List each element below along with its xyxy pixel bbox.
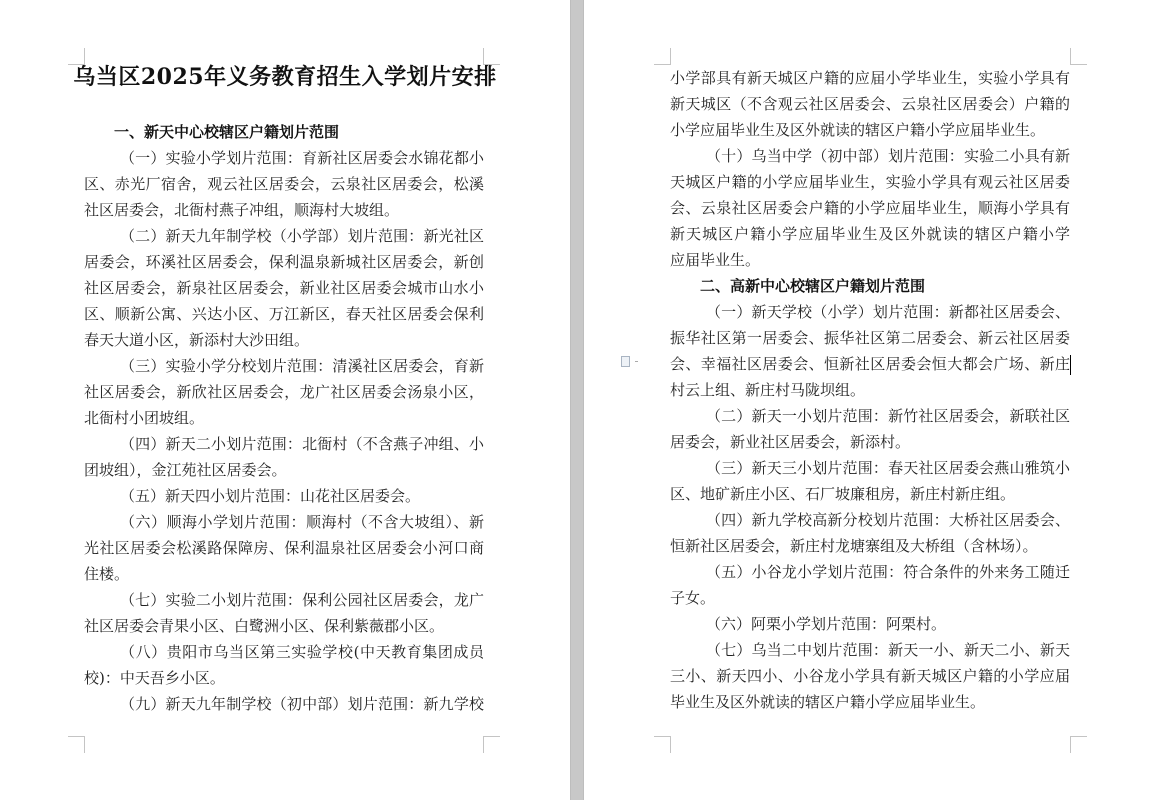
section-heading xyxy=(670,273,1070,299)
text-line: 小学部具有新天城区户籍的应届小学毕业生，实验小学具有 xyxy=(670,69,1070,87)
text-line: 村云上组、新庄村马陇坝组。 xyxy=(670,381,866,399)
text-line: （七）乌当二中划片范围：新天一小、新天二小、新天 xyxy=(706,641,1070,659)
paragraph xyxy=(84,431,484,483)
page-gap-divider xyxy=(570,0,584,800)
text-line: 振华社区第一居委会、振华社区第二居委会、新云社区居委 xyxy=(670,329,1070,347)
page-1-body xyxy=(84,119,484,717)
crop-mark-icon xyxy=(68,48,85,65)
text-line: 会、云泉社区居委会户籍的小学应届毕业生，顺海小学具有 xyxy=(670,199,1070,217)
crop-mark-icon xyxy=(1070,736,1087,753)
paragraph xyxy=(84,509,484,587)
text-line: （六）阿栗小学划片范围：阿栗村。 xyxy=(706,615,947,633)
paragraph xyxy=(84,639,484,691)
crop-mark-icon xyxy=(68,736,85,753)
document-title: 乌当区2025年义务教育招生入学划片安排 xyxy=(73,64,497,90)
paragraph xyxy=(670,559,1070,611)
text-line: （十）乌当中学（初中部）划片范围：实验二小具有新 xyxy=(706,147,1070,165)
text-line: 北衙村小团坡组。 xyxy=(84,409,205,427)
text-line: （六）顺海小学划片范围：顺海村（不含大坡组）、新 xyxy=(120,513,484,531)
paragraph xyxy=(670,403,1070,455)
text-line: 恒新社区居委会，新庄村龙塘寨组及大桥组（含林场）。 xyxy=(670,537,1038,555)
text-line: 应届毕业生。 xyxy=(670,251,761,269)
text-line: （五）新天四小划片范围：山花社区居委会。 xyxy=(120,487,421,505)
crop-mark-icon xyxy=(654,736,671,753)
paragraph xyxy=(84,691,484,717)
text-line: （四）新九学校高新分校划片范围：大桥社区居委会、 xyxy=(706,511,1070,529)
text-line: 居委会，环溪社区居委会，保利温泉新城社区居委会，新创 xyxy=(84,253,484,271)
paragraph xyxy=(670,143,1070,273)
text-line: 团坡组），金江苑社区居委会。 xyxy=(84,461,287,479)
paragraph xyxy=(670,65,1070,143)
paragraph xyxy=(670,455,1070,507)
crop-mark-icon xyxy=(483,48,500,65)
text-line: 小学应届毕业生及区外就读的辖区户籍小学应届毕业生。 xyxy=(670,121,1046,139)
text-line: （五）小谷龙小学划片范围：符合条件的外来务工随迁 xyxy=(706,563,1070,581)
text-line: （三）实验小学分校划片范围：清溪社区居委会，育新 xyxy=(120,357,484,375)
text-line: 住楼。 xyxy=(84,565,130,583)
text-line: 区、赤光厂宿舍，观云社区居委会，云泉社区居委会，松溪 xyxy=(84,175,484,193)
text-line: （一）新天学校（小学）划片范围：新都社区居委会、 xyxy=(706,303,1070,321)
text-line: 春天大道小区，新添村大沙田组。 xyxy=(84,331,310,349)
text-line: 新天城区（不含观云社区居委会、云泉社区居委会）户籍的 xyxy=(670,95,1070,113)
text-line: （四）新天二小划片范围：北衙村（不含燕子冲组、小 xyxy=(120,435,484,453)
text-line: 会、幸福社区居委会、恒新社区居委会恒大都会广场、新庄 xyxy=(670,355,1070,373)
text-line: 子女。 xyxy=(670,589,716,607)
crop-mark-icon xyxy=(1070,48,1087,65)
text-line: 新天城区户籍小学应届毕业生及区外就读的辖区户籍小学 xyxy=(670,225,1070,243)
text-line: 光社区居委会松溪路保障房、保利温泉社区居委会小河口商 xyxy=(84,539,484,557)
paragraph-options-icon[interactable] xyxy=(621,356,630,367)
text-line: （一）实验小学划片范围：育新社区居委会水锦花都小 xyxy=(120,149,484,167)
text-line: （七）实验二小划片范围：保利公园社区居委会，龙广 xyxy=(120,591,484,609)
document-page-2 xyxy=(584,0,1153,800)
text-line: （八）贵阳市乌当区第三实验学校(中天教育集团成员 xyxy=(120,643,484,661)
paragraph xyxy=(84,353,484,431)
paragraph xyxy=(670,299,1070,403)
page-2-body xyxy=(670,65,1070,715)
paragraph xyxy=(670,637,1070,715)
paragraph xyxy=(84,223,484,353)
text-line: 校)：中天吾乡小区。 xyxy=(84,669,225,687)
text-line: （二）新天一小划片范围：新竹社区居委会，新联社区 xyxy=(706,407,1070,425)
crop-mark-icon xyxy=(483,736,500,753)
text-line: 毕业生及区外就读的辖区户籍小学应届毕业生。 xyxy=(670,693,986,711)
text-line: 社区居委会青果小区、白鹭洲小区、保利紫薇郡小区。 xyxy=(84,617,445,635)
paragraph-options-dropdown-icon[interactable] xyxy=(635,361,638,362)
text-line: 社区居委会，新泉社区居委会，新业社区居委会城市山水小 xyxy=(84,279,484,297)
text-line: 社区居委会，新欣社区居委会，龙广社区居委会汤泉小区， xyxy=(84,383,484,401)
text-line: 社区居委会，北衙村燕子冲组，顺海村大坡组。 xyxy=(84,201,400,219)
paragraph xyxy=(84,587,484,639)
text-line: 区、顺新公寓、兴达小区、万江新区，春天社区居委会保利 xyxy=(84,305,484,323)
text-line: （九）新天九年制学校（初中部）划片范围：新九学校 xyxy=(120,695,484,713)
paragraph xyxy=(670,611,1070,637)
paragraph xyxy=(84,145,484,223)
text-line: 三小、新天四小、小谷龙小学具有新天城区户籍的小学应届 xyxy=(670,667,1070,685)
document-page-1 xyxy=(0,0,570,800)
heading-text: 一、新天中心校辖区户籍划片范围 xyxy=(114,123,340,141)
text-cursor xyxy=(1070,355,1071,375)
text-line: （三）新天三小划片范围：春天社区居委会燕山雅筑小 xyxy=(706,459,1070,477)
text-line: （二）新天九年制学校（小学部）划片范围：新光社区 xyxy=(120,227,484,245)
text-line: 天城区户籍的小学应届毕业生，实验小学具有观云社区居委 xyxy=(670,173,1070,191)
section-heading xyxy=(84,119,484,145)
text-line: 居委会，新业社区居委会，新添村。 xyxy=(670,433,911,451)
text-line: 区、地矿新庄小区、石厂坡廉租房，新庄村新庄组。 xyxy=(670,485,1016,503)
crop-mark-icon xyxy=(654,48,671,65)
paragraph xyxy=(670,507,1070,559)
paragraph xyxy=(84,483,484,509)
heading-text: 二、高新中心校辖区户籍划片范围 xyxy=(700,277,926,295)
